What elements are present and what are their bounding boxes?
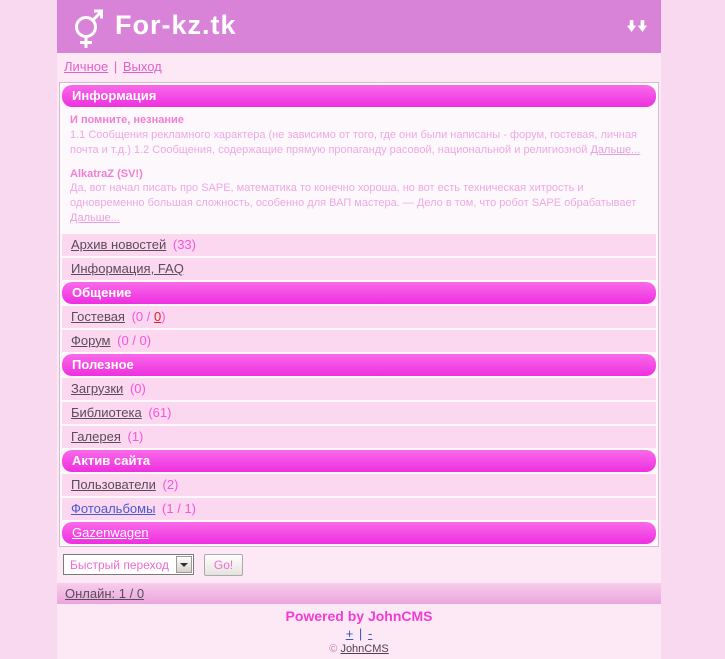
footer-separator: | bbox=[358, 625, 363, 641]
site-header bbox=[57, 0, 661, 53]
info-post bbox=[70, 113, 648, 158]
guestbook-link[interactable]: Гостевая bbox=[71, 308, 125, 324]
users-count: (2) bbox=[162, 476, 179, 492]
info-post bbox=[70, 167, 648, 226]
menu-item-gallery bbox=[62, 426, 656, 448]
downloads-link[interactable]: Загрузки bbox=[71, 380, 124, 396]
personal-link[interactable]: Личное bbox=[64, 59, 109, 74]
online-bar bbox=[57, 583, 661, 604]
info-post-title: AlkatraZ (SV!) bbox=[70, 167, 143, 180]
guestbook-new-count-link[interactable]: 0 bbox=[154, 308, 162, 324]
photo-albums-count: (1 / 1) bbox=[162, 500, 197, 516]
footer bbox=[57, 604, 661, 659]
read-more-link[interactable]: Дальше... bbox=[590, 143, 641, 156]
info-post-title: И помните, незнание bbox=[70, 114, 184, 126]
menu-item-library bbox=[62, 402, 656, 424]
select-dropdown-arrow-icon[interactable] bbox=[176, 556, 192, 573]
section-header-site-activity: Актив сайта bbox=[62, 450, 656, 472]
powered-by-label: Powered by JohnCMS bbox=[285, 607, 433, 624]
downloads-count: (0) bbox=[129, 380, 146, 396]
library-count: (61) bbox=[148, 404, 172, 420]
site-title: For-kz.tk bbox=[115, 10, 237, 40]
menu-item-downloads bbox=[62, 378, 656, 400]
double-down-arrow-icon[interactable] bbox=[627, 20, 647, 38]
user-nav bbox=[57, 53, 661, 79]
johncms-link[interactable]: JohnCMS bbox=[340, 642, 389, 655]
read-more-link[interactable]: Дальше... bbox=[70, 212, 120, 225]
menu-item-gazenwagen bbox=[62, 522, 656, 544]
gender-symbol-logo-icon bbox=[67, 4, 107, 50]
menu-item-guestbook bbox=[62, 306, 656, 328]
logout-link[interactable]: Выход bbox=[122, 59, 162, 74]
photo-albums-link[interactable]: Фотоальбомы bbox=[71, 500, 156, 516]
section-header-useful: Полезное bbox=[62, 354, 656, 376]
copyright-line bbox=[57, 643, 661, 655]
forum-link[interactable]: Форум bbox=[71, 332, 111, 348]
info-post-body: Да, вот начал писать про SAPE, математика то конечно хороша, но вот есть техническая хитрость и одновременно большая сложность, особенно для ВАП мастера. — Дело в том, что робот SAPE обрабатывает bbox=[70, 182, 637, 210]
gazenwagen-link[interactable]: Gazenwagen bbox=[72, 524, 149, 540]
users-link[interactable]: Пользователи bbox=[71, 476, 156, 492]
menu-item-photo-albums bbox=[62, 498, 656, 520]
info-post-body: 1.1 Сообщения рекламного характера (не зависимо от того, где они были написаны - форум, гостевая, личная почта и т.д.) 1.2 Сообщения, содержащие прямую пропаганду расовой, национальной и религиозной bbox=[70, 128, 637, 156]
go-button[interactable]: Go! bbox=[204, 554, 243, 576]
increase-link[interactable]: + bbox=[345, 625, 354, 641]
quick-jump bbox=[57, 547, 661, 583]
menu-item-faq bbox=[62, 258, 656, 280]
page-column bbox=[57, 0, 661, 659]
menu-item-forum bbox=[62, 330, 656, 352]
forum-count: (0 / 0) bbox=[117, 332, 152, 348]
section-header-communication: Общение bbox=[62, 282, 656, 304]
online-link[interactable]: Онлайн: 1 / 0 bbox=[65, 585, 145, 601]
section-header-information: Информация bbox=[62, 85, 656, 107]
news-archive-count: (33) bbox=[172, 236, 196, 252]
news-archive-link[interactable]: Архив новостей bbox=[71, 236, 167, 252]
faq-link[interactable]: Информация, FAQ bbox=[71, 260, 184, 276]
menu-item-users bbox=[62, 474, 656, 496]
guestbook-count: (0 / 0) bbox=[131, 308, 166, 324]
gallery-link[interactable]: Галерея bbox=[71, 428, 121, 444]
gallery-count: (1) bbox=[127, 428, 144, 444]
menu-item-news-archive bbox=[62, 234, 656, 256]
library-link[interactable]: Библиотека bbox=[71, 404, 142, 420]
copyright-symbol: © bbox=[329, 642, 338, 655]
info-block bbox=[62, 109, 656, 234]
main-menu-panel bbox=[59, 82, 659, 547]
quick-jump-selected-option: Быстрый переход bbox=[70, 557, 169, 572]
decrease-link[interactable]: - bbox=[367, 625, 373, 641]
quick-jump-select[interactable] bbox=[63, 554, 194, 575]
footer-size-links bbox=[57, 626, 661, 641]
nav-separator: | bbox=[113, 59, 118, 74]
